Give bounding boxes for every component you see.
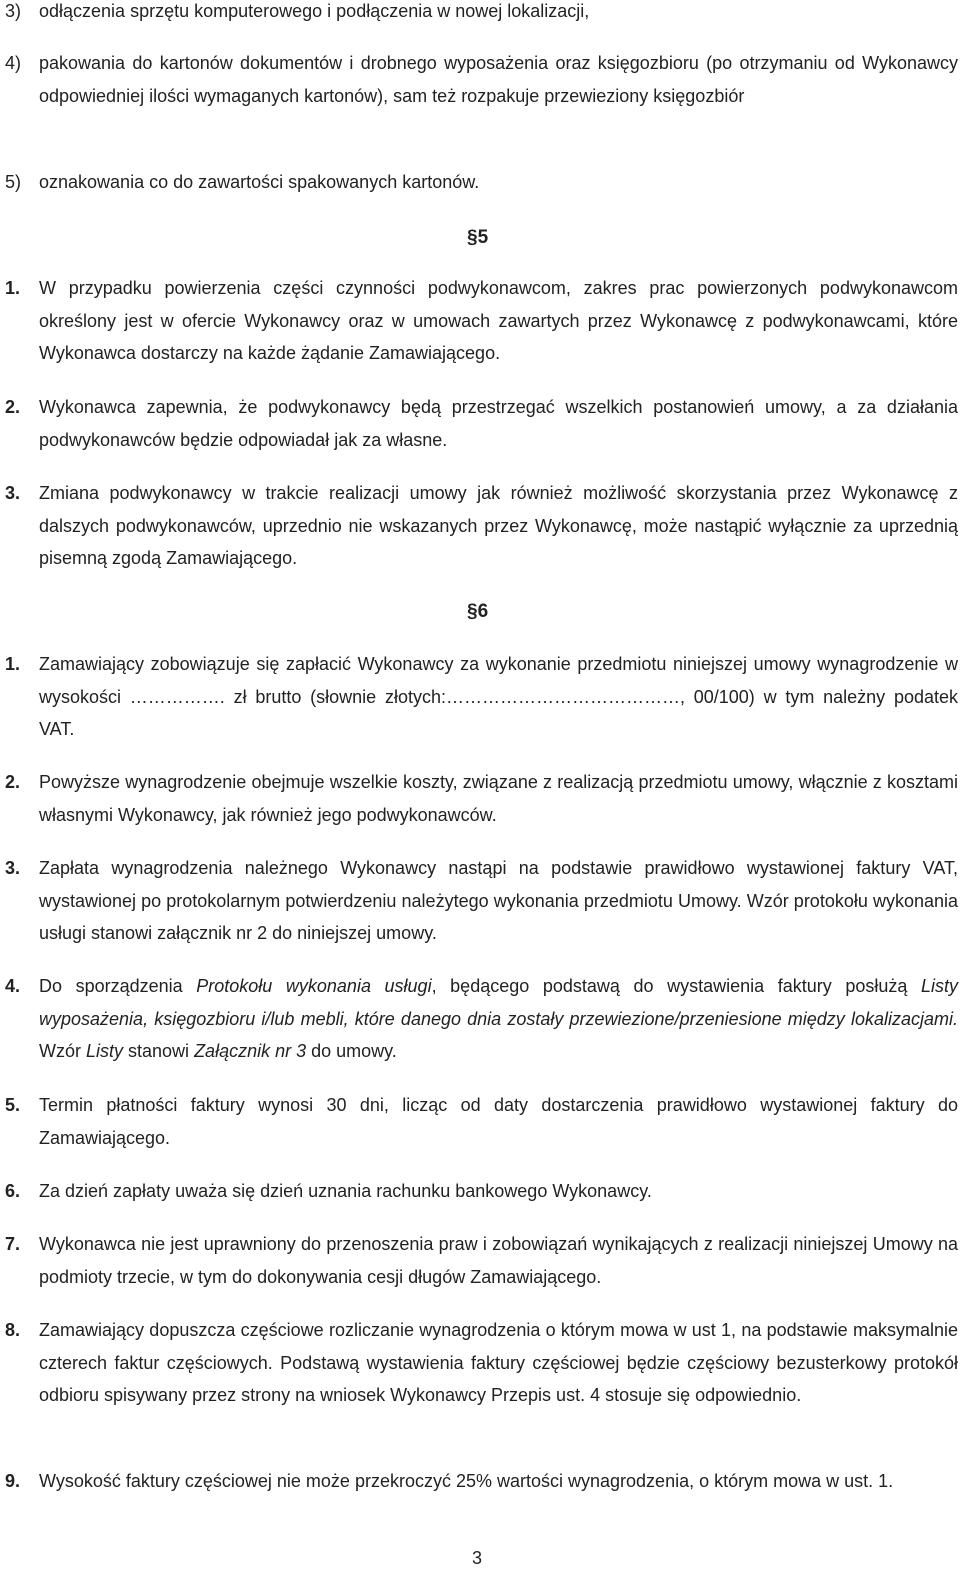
page-number: 3 xyxy=(472,1548,483,1568)
text-run: do umowy. xyxy=(306,1041,397,1061)
italic-text-run: Załącznik nr 3 xyxy=(194,1041,307,1061)
item-number: 4. xyxy=(5,976,21,996)
item-text: Termin płatności faktury wynosi 30 dni, licząc od daty dostarczenia prawidłowo wystawionej faktury do Zamawiającego. xyxy=(39,1095,958,1148)
item-text: Wykonawca zapewnia, że podwykonawcy będą przestrzegać wszelkich postanowień umowy, a za działania podwykonawców będzie odpowiadał jak za własne. xyxy=(39,397,958,450)
list-item xyxy=(0,0,958,28)
item-number: 4) xyxy=(5,53,22,73)
item-text: Zmiana podwykonawcy w trakcie realizacji umowy jak również możliwość skorzystania przez Wykonawcę z dalszych podwykonawców, uprzednio nie wskazanych przez Wykonawcę, może nastąpić wyłącznie za uprzednią pisemną zgodą Zamawiającego. xyxy=(39,483,958,568)
item-number: 5) xyxy=(5,172,22,192)
list-item xyxy=(0,391,958,456)
item-number: 3. xyxy=(5,483,21,503)
item-number: 9. xyxy=(5,1471,21,1491)
item-text: Zamawiający dopuszcza częściowe rozliczanie wynagrodzenia o którym mowa w ust 1, na podstawie maksymalnie czterech faktur częściowych. Podstawą wystawienia faktury częściowej będzie częściowy bezusterkowy protokół odbioru spisywany przez strony na wniosek Wykonawcy Przepis ust. 4 stosuje się odpowiednio. xyxy=(39,1320,958,1405)
list-item xyxy=(0,47,958,112)
item-number: 1. xyxy=(5,278,21,298)
item-text xyxy=(39,970,958,1068)
item-number: 8. xyxy=(5,1320,21,1340)
item-number: 3. xyxy=(5,858,21,878)
section-heading: §5 xyxy=(467,227,489,248)
item-text: Wykonawca nie jest uprawniony do przenoszenia praw i zobowiązań wynikających z realizacji niniejszej Umowy na podmioty trzecie, w tym do dokonywania cesji długów Zamawiającego. xyxy=(39,1234,958,1287)
text-run: Wzór xyxy=(39,1041,86,1061)
item-text: oznakowania co do zawartości spakowanych kartonów. xyxy=(39,172,480,192)
text-run: Do sporządzenia xyxy=(39,976,197,996)
list-item xyxy=(0,1175,958,1208)
list-item xyxy=(0,166,958,199)
text-run: stanowi xyxy=(123,1041,195,1061)
italic-text-run: Listy xyxy=(86,1041,124,1061)
list-item xyxy=(0,970,958,1068)
item-number: 2. xyxy=(5,772,21,792)
item-number: 2. xyxy=(5,397,21,417)
item-text: Zapłata wynagrodzenia należnego Wykonawcy nastąpi na podstawie prawidłowo wystawionej faktury VAT, wystawionej po protokolarnym potwierdzeniu należytego wykonania przedmiotu Umowy. Wzór protokołu wykonania usługi stanowi załącznik nr 2 do niniejszej umowy. xyxy=(39,858,958,943)
list-item xyxy=(0,1314,958,1412)
section-heading: §6 xyxy=(467,601,489,622)
item-number: 7. xyxy=(5,1234,21,1254)
list-item xyxy=(0,1465,958,1498)
italic-text-run: Protokołu wykonania usługi xyxy=(196,976,432,996)
list-item xyxy=(0,648,958,746)
italic-text-run: Listy wyposażenia, księgozbioru i/lub mebli, które danego dnia zostały przewiezione/przeniesione między lokalizacjami. xyxy=(39,976,958,1029)
text-run: , będącego podstawą do wystawienia faktury posłużą xyxy=(431,976,921,996)
item-number: 6. xyxy=(5,1181,21,1201)
item-text: Za dzień zapłaty uważa się dzień uznania rachunku bankowego Wykonawcy. xyxy=(39,1181,652,1201)
list-item xyxy=(0,852,958,950)
list-item xyxy=(0,477,958,575)
list-item xyxy=(0,1089,958,1154)
list-item xyxy=(0,1228,958,1293)
item-text: Wysokość faktury częściowej nie może przekroczyć 25% wartości wynagrodzenia, o którym mowa w ust. 1. xyxy=(39,1471,894,1491)
list-item xyxy=(0,766,958,831)
item-text: odłączenia sprzętu komputerowego i podłączenia w nowej lokalizacji, xyxy=(39,1,590,21)
item-text: Powyższe wynagrodzenie obejmuje wszelkie koszty, związane z realizacją przedmiotu umowy, włącznie z kosztami własnymi Wykonawcy, jak również jego podwykonawców. xyxy=(39,772,958,825)
item-text: W przypadku powierzenia części czynności podwykonawcom, zakres prac powierzonych podwykonawcom określony jest w ofercie Wykonawcy oraz w umowach zawartych przez Wykonawcę z podwykonawcami, które Wykonawca dostarczy na każde żądanie Zamawiającego. xyxy=(39,278,958,363)
item-number: 1. xyxy=(5,654,21,674)
item-text: pakowania do kartonów dokumentów i drobnego wyposażenia oraz księgozbioru (po otrzymaniu od Wykonawcy odpowiedniej ilości wymaganych kartonów), sam też rozpakuje przewieziony księgozbiór xyxy=(39,53,958,106)
item-text: Zamawiający zobowiązuje się zapłacić Wykonawcy za wykonanie przedmiotu niniejszej umowy wynagrodzenie w wysokości ……………. zł brutto (słownie złotych:…………………………………, 00/100) w tym należny podatek VAT. xyxy=(39,654,958,739)
item-number: 5. xyxy=(5,1095,21,1115)
list-item xyxy=(0,272,958,370)
item-number: 3) xyxy=(5,1,22,21)
